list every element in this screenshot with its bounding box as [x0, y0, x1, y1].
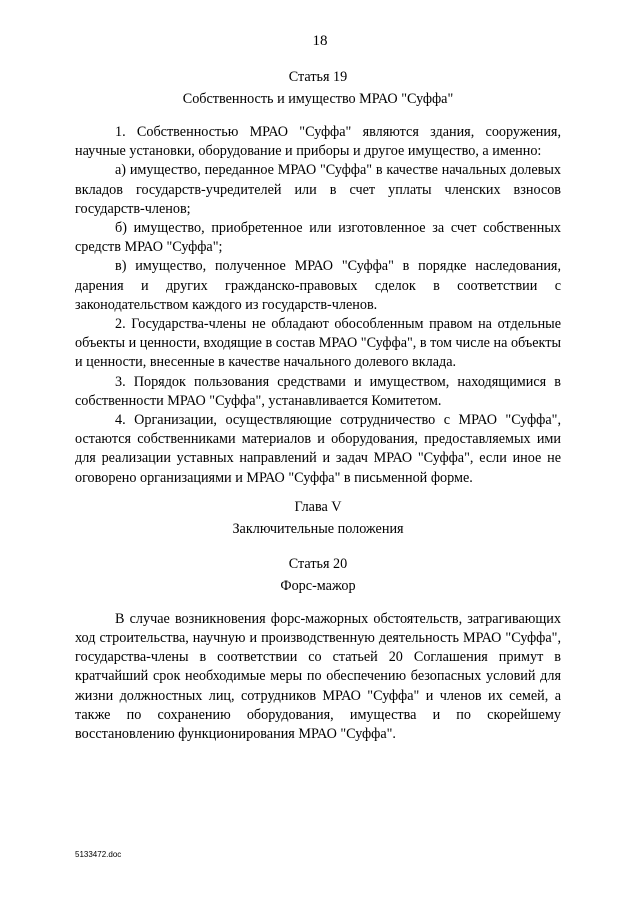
article-20-title: Статья 20 — [288, 555, 348, 572]
chapter-5-subtitle: Заключительные положения — [232, 520, 404, 537]
article-20-subtitle: Форс-мажор — [280, 577, 356, 594]
document-filename: 5133472.doc — [75, 850, 122, 859]
article-19-item-b: б) имущество, приобретенное или изготовленное за счет собственных средств МРАО "Суффа"; — [75, 220, 561, 256]
article-20-paragraph-1: В случае возникновения форс-мажорных обстоятельств, затрагивающих ход строительства, научную и производственную деятельность МРАО "Суффа", государства-члены в соответствии со статьей 20 Соглашения примут в кратчайший срок необходимые меры по обеспечению безопасных условий для жизни должностных лиц, сотрудников МРАО "Суффа" и членов их семей, а также по сохранению оборудования, имущества и по скорейшему восстановлению функционирования МРАО "Суффа". — [75, 610, 561, 743]
chapter-5-title: Глава V — [294, 498, 342, 515]
article-19-title: Статья 19 — [288, 69, 348, 85]
article-19-paragraph-2: 2. Государства-члены не обладают обособленным правом на отдельные объекты и ценности, входящие в состав МРАО "Суффа", в том числе на объекты и ценности, внесенные в качестве начального долевого вклада. — [75, 316, 561, 371]
article-19-subtitle: Собственность и имущество МРАО "Суффа" — [182, 91, 454, 107]
page-number: 18 — [312, 33, 328, 49]
article-19-item-c: в) имущество, полученное МРАО "Суффа" в порядке наследования, дарения и других гражданско-правовых сделок в соответствии с законодательством каждого из государств-членов. — [75, 258, 561, 313]
document-body — [75, 66, 561, 744]
article-19-paragraph-4: 4. Организации, осуществляющие сотрудничество с МРАО "Суффа", остаются собственниками материалов и оборудования, предоставляемых ими для реализации уставных направлений и задач МРАО "Суффа", если иное не оговорено организациями и МРАО "Суффа" в письменной форме. — [75, 412, 561, 486]
article-19-paragraph-1: 1. Собственностью МРАО "Суффа" являются здания, сооружения, научные установки, оборудование и приборы и другое имущество, а именно: — [75, 124, 561, 160]
article-19-item-a: а) имущество, переданное МРАО "Суффа" в качестве начальных долевых вкладов государств-учредителей или в счет уплаты членских взносов государств-членов; — [75, 162, 561, 217]
article-19-paragraph-3: 3. Порядок пользования средствами и имуществом, находящимися в собственности МРАО "Суффа", устанавливается Комитетом. — [75, 373, 561, 409]
